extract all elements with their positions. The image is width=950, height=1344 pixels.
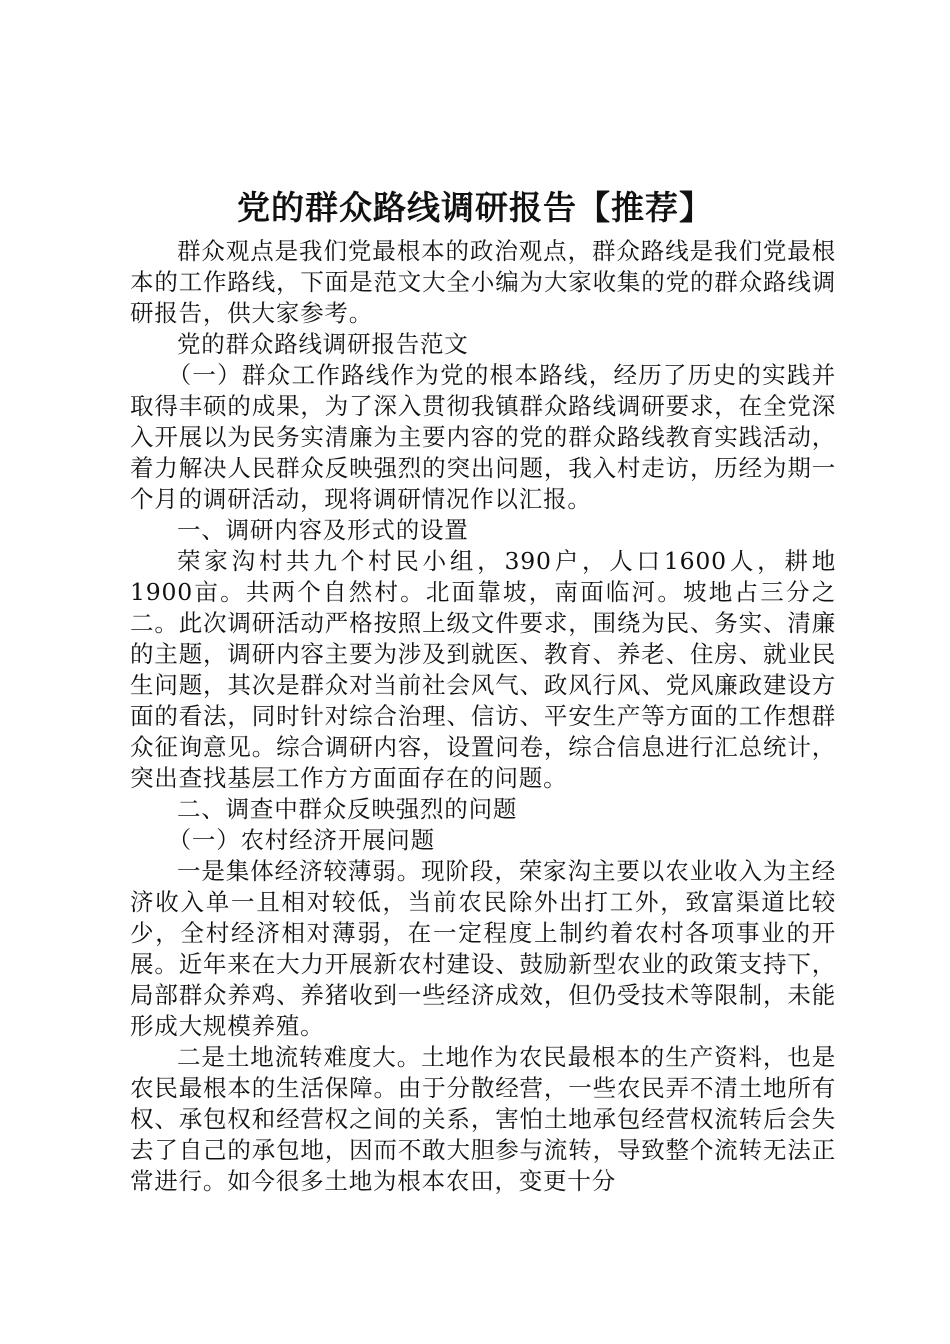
section-heading-2: 二、调查中群众反映强烈的问题	[177, 795, 518, 823]
document-title: 党的群众路线调研报告【推荐】	[237, 188, 713, 227]
paragraph-economy: 一是集体经济较薄弱。现阶段，荣家沟主要以农业收入为主经济收入单一且相对较低，当前农民除外出打工外，致富渠道比较少，全村经济相对薄弱，在一定程度上制约着农村各项事业的开展。近年来在大力开展新农村建设、鼓励新型农业的政策支持下，局部群众养鸡、养猪收到一些经济成效，但仍受技术等限制，未能形成大规模养殖。	[130, 857, 836, 1040]
paragraph-village-info: 荣家沟村共九个村民小组，390户，人口1600人，耕地1900亩。共两个自然村。北面靠坡，南面临河。坡地占三分之二。此次调研活动严格按照上级文件要求，围绕为民、务实、清廉的主题，调研内容主要为涉及到就医、教育、养老、住房、就业民生问题，其次是群众对当前社会风气、政风行风、党风廉政建设方面的看法，同时针对综合治理、信访、平安生产等方面的工作想群众征询意见。综合调研内容，设置问卷，综合信息进行汇总统计，突出查找基层工作方方面面存在的问题。	[130, 547, 836, 792]
paragraph-subtitle: 党的群众路线调研报告范文	[177, 330, 469, 358]
paragraph-intro: 群众观点是我们党最根本的政治观点，群众路线是我们党最根本的工作路线，下面是范文大全小编为大家收集的党的群众路线调研报告，供大家参考。	[130, 237, 836, 327]
paragraph-land-transfer: 二是土地流转难度大。土地作为农民最根本的生产资料，也是农民最根本的生活保障。由于分散经营，一些农民弄不清土地所有权、承包权和经营权之间的关系，害怕土地承包经营权流转后会失去了自己的承包地，因而不敢大胆参与流转，导致整个流转无法正常进行。如今很多土地为根本农田，变更十分	[130, 1043, 836, 1195]
paragraph-part-one: （一）群众工作路线作为党的根本路线，经历了历史的实践并取得丰硕的成果，为了深入贯彻我镇群众路线调研要求，在全党深入开展以为民务实清廉为主要内容的党的群众路线教育实践活动，着力解决人民群众反映强烈的突出问题，我入村走访，历经为期一个月的调研活动，现将调研情况作以汇报。	[130, 361, 836, 513]
document-body	[130, 236, 836, 1197]
section-heading-1: 一、调研内容及形式的设置	[177, 516, 469, 544]
subsection-heading-1: （一）农村经济开展问题	[167, 826, 435, 854]
